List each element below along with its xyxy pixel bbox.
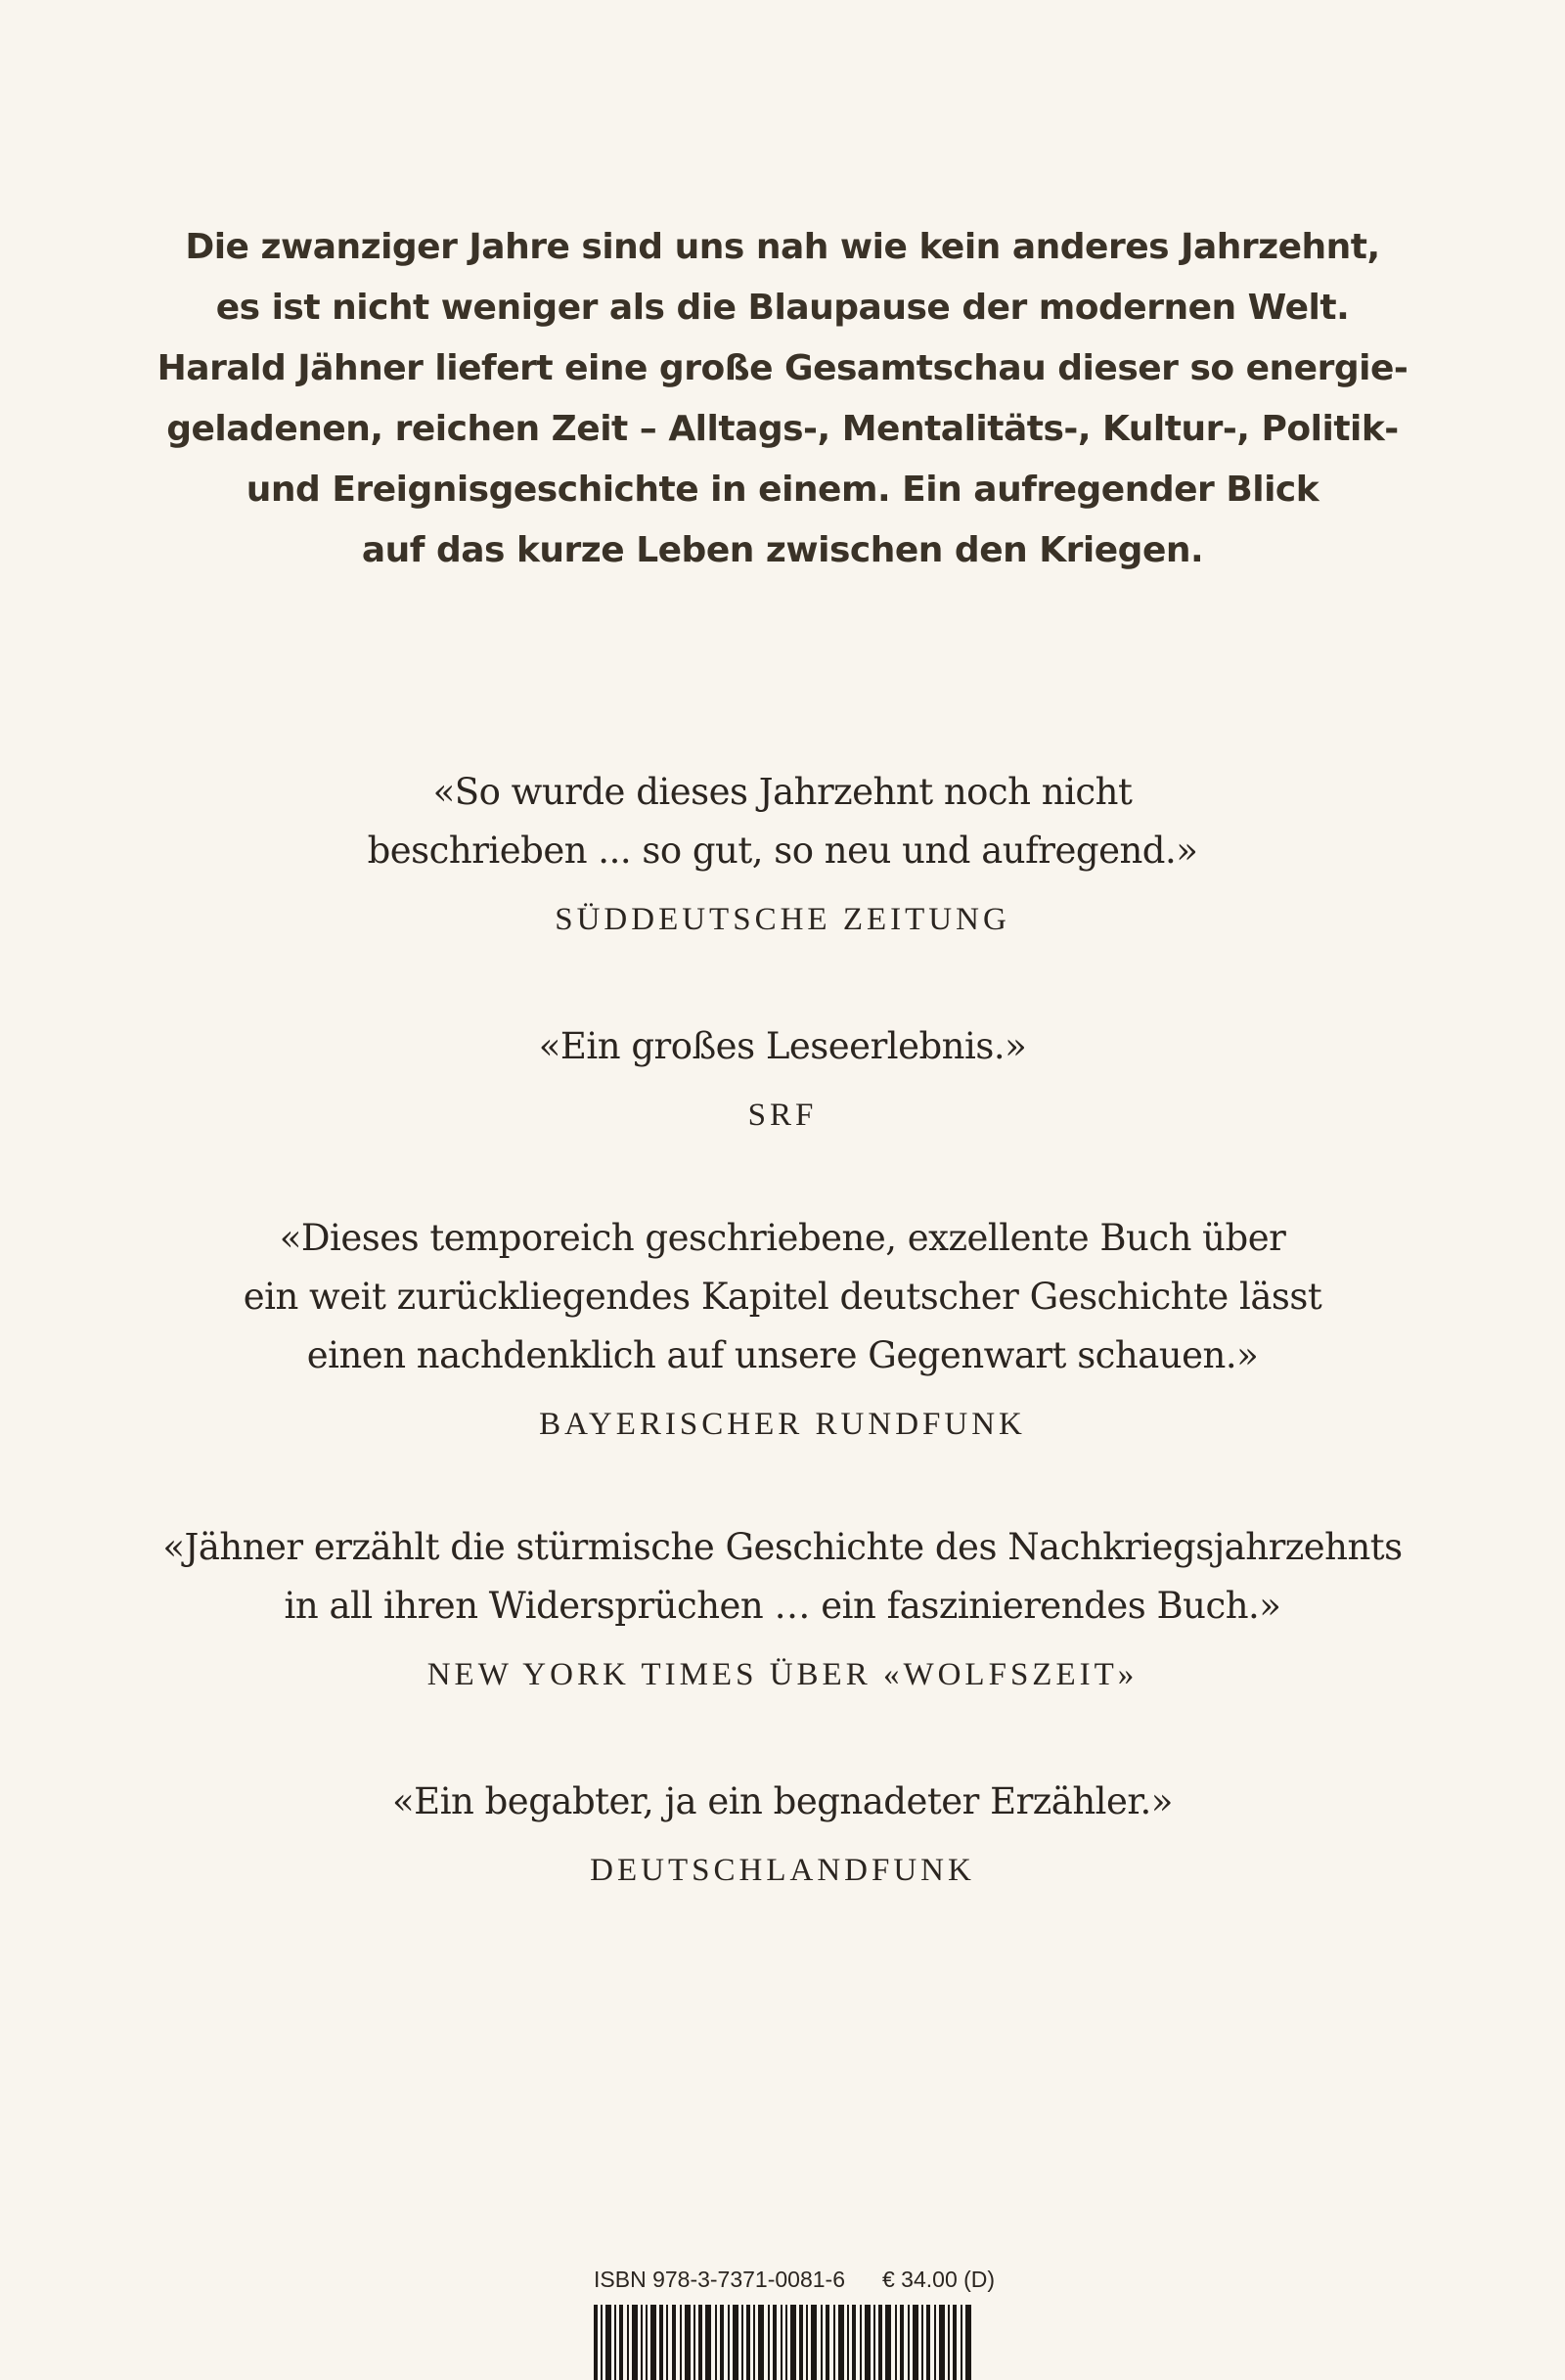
quote-line: «Ein begabter, ja ein begnadeter Erzähler.» [392,1780,1173,1822]
blurb-line: Die zwanziger Jahre sind uns nah wie kein anderes Jahrzehnt, [185,227,1380,267]
blurb-line: geladenen, reichen Zeit – Alltags-, Mentalitäts-, Kultur-, Politik- [166,409,1399,449]
isbn-price-line [594,2266,996,2293]
quote-text [0,1773,1565,1831]
price: € 34.00 (D) [882,2267,996,2292]
quote-source: NEW YORK TIMES ÜBER «WOLFSZEIT» [426,1657,1139,1692]
quote-text [0,763,1565,880]
quote-line: in all ihren Widersprüchen … ein faszinierendes Buch.» [284,1585,1281,1627]
review-quote [0,1773,1565,1890]
barcode [594,2305,975,2380]
review-quote [0,763,1565,939]
quote-line: beschrieben ... so gut, so neu und aufregend.» [367,830,1198,872]
quote-text [0,1209,1565,1385]
quote-source: SRF [747,1098,818,1133]
blurb-line: auf das kurze Leben zwischen den Kriegen. [361,530,1204,570]
quote-source: SÜDDEUTSCHE ZEITUNG [555,902,1010,937]
quote-line: «Dieses temporeich geschriebene, exzellente Buch über [279,1217,1286,1259]
quote-line: «So wurde dieses Jahrzehnt noch nicht [432,771,1133,813]
review-quote [0,1017,1565,1135]
review-quote [0,1209,1565,1444]
review-quote [0,1518,1565,1694]
quote-source: BAYERISCHER RUNDFUNK [539,1407,1026,1442]
blurb-text [0,217,1565,581]
blurb-line: es ist nicht weniger als die Blaupause der modernen Welt. [215,288,1350,328]
quote-line: ein weit zurückliegendes Kapitel deutscher Geschichte lässt [243,1276,1322,1318]
quote-text [0,1518,1565,1636]
quote-text [0,1017,1565,1076]
blurb-line: Harald Jähner liefert eine große Gesamtschau dieser so energie- [156,348,1408,388]
quote-line: «Jähner erzählt die stürmische Geschichte des Nachkriegsjahrzehnts [162,1526,1403,1568]
isbn-number: ISBN 978-3-7371-0081-6 [594,2267,845,2292]
blurb-line: und Ereignisgeschichte in einem. Ein aufregender Blick [246,470,1319,510]
quote-line: einen nachdenklich auf unsere Gegenwart schauen.» [306,1334,1259,1376]
quote-source: DEUTSCHLANDFUNK [590,1853,975,1888]
quote-line: «Ein großes Leseerlebnis.» [538,1025,1027,1067]
